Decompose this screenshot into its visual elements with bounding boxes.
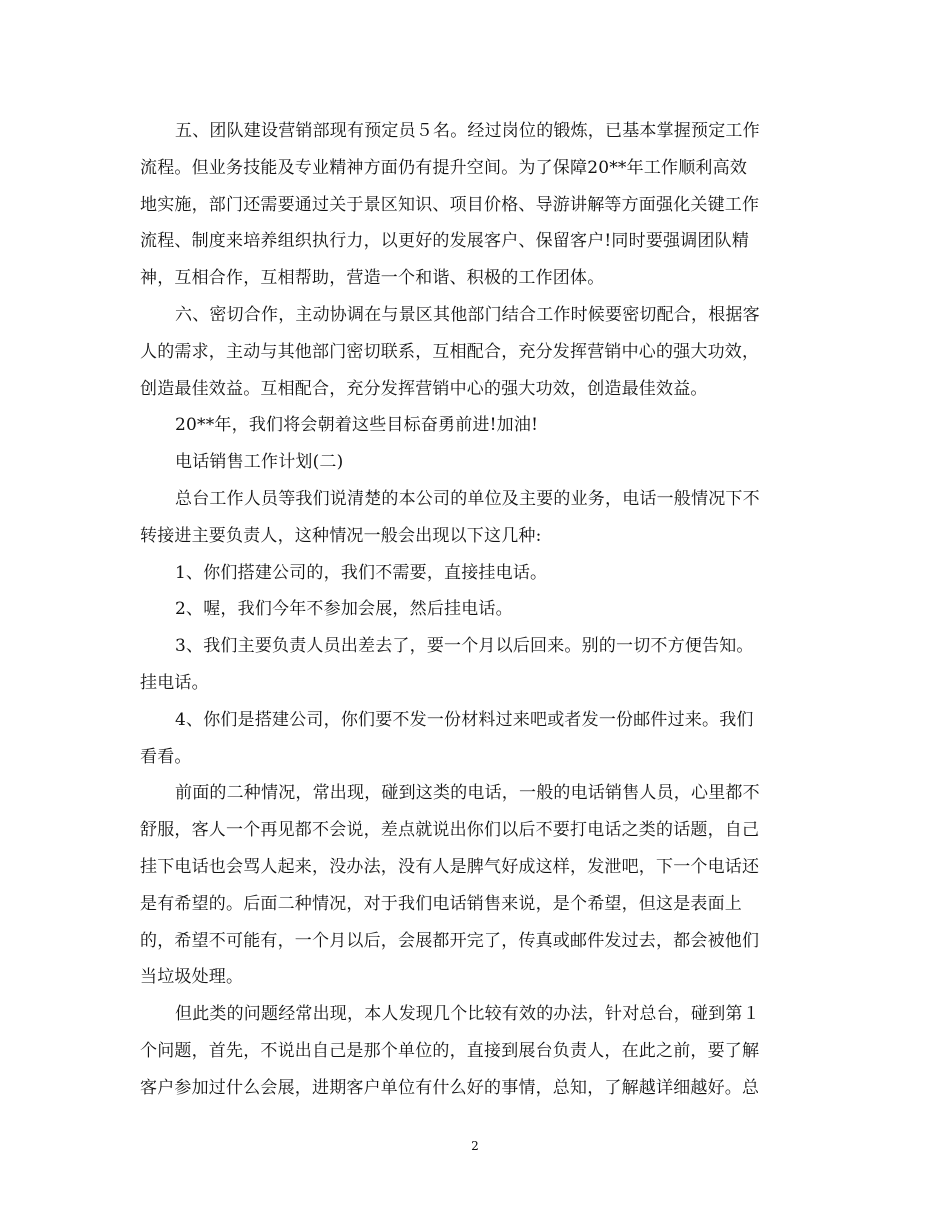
text-line: 创造最佳效益。互相配合，充分发挥营销中心的强大功效，创造最佳效益。	[140, 378, 708, 399]
paragraph	[140, 591, 812, 628]
text-line: 前面的二种情况，常出现，碰到这类的电话，一般的电话销售人员，心里都不	[175, 783, 760, 804]
text-line: 挂下电话也会骂人起来，没办法，没有人是脾气好成这样，发泄吧，下一个电话还	[140, 856, 760, 877]
text-line: 流程、制度来培养组织执行力，以更好的发展客户、保留客户!同时要强调团队精	[140, 231, 750, 252]
text-line: 3、我们主要负责人员出差去了，要一个月以后回来。别的一切不方便告知。	[175, 636, 754, 657]
text-line: 六、密切合作，主动协调在与景区其他部门结合工作时候要密切配合，根据客	[175, 304, 760, 325]
text-line: 个问题，首先，不说出自己是那个单位的，直接到展台负责人，在此之前，要了解	[140, 1040, 760, 1061]
text-line: 人的需求，主动与其他部门密切联系，互相配合，充分发挥营销中心的强大功效，	[140, 341, 760, 362]
text-line: 4、你们是搭建公司，你们要不发一份材料过来吧或者发一份邮件过来。我们	[175, 709, 754, 730]
paragraph	[140, 555, 812, 592]
document-body	[140, 113, 812, 1107]
paragraph	[140, 775, 812, 996]
text-line: 神，互相合作，互相帮助，营造一个和谐、积极的工作团体。	[140, 268, 605, 289]
page-number: 2	[471, 1139, 479, 1153]
text-line: 20**年，我们将会朝着这些目标奋勇前进!加油!	[175, 415, 539, 436]
text-line: 当垃圾处理。	[140, 967, 244, 988]
text-line: 转接进主要负责人，这种情况一般会出现以下这几种:	[140, 525, 542, 546]
paragraph	[140, 628, 812, 702]
paragraph	[140, 407, 812, 444]
paragraph	[140, 297, 812, 407]
text-line: 1、你们搭建公司的，我们不需要，直接挂电话。	[175, 562, 548, 583]
text-line: 挂电话。	[140, 672, 209, 693]
text-line: 2、喔，我们今年不参加会展，然后挂电话。	[175, 599, 513, 620]
text-line: 客户参加过什么会展，进期客户单位有什么好的事情，总知，了解越详细越好。总	[140, 1077, 760, 1098]
text-line: 是有希望的。后面二种情况，对于我们电话销售来说，是个希望，但这是表面上	[140, 893, 742, 914]
paragraph	[140, 996, 812, 1106]
text-line: 看看。	[140, 746, 192, 767]
text-line: 五、团队建设营销部现有预定员５名。经过岗位的锻炼，已基本掌握预定工作	[175, 121, 760, 141]
paragraph	[140, 444, 812, 481]
paragraph	[140, 702, 812, 776]
text-line: 舒服，客人一个再见都不会说，差点就说出你们以后不要打电话之类的话题，自己	[140, 820, 760, 841]
text-line: 但此类的问题经常出现，本人发现几个比较有效的办法，针对总台，碰到第１	[175, 1004, 760, 1025]
paragraph	[140, 113, 812, 297]
text-line: 总台工作人员等我们说清楚的本公司的单位及主要的业务，电话一般情况下不	[175, 488, 760, 509]
paragraph	[140, 481, 812, 555]
text-line: 地实施，部门还需要通过关于景区知识、项目价格、导游讲解等方面强化关键工作	[140, 194, 760, 215]
text-line: 的，希望不可能有，一个月以后，会展都开完了，传真或邮件发过去，都会被他们	[140, 930, 760, 951]
text-line: 电话销售工作计划(二)	[175, 452, 344, 473]
text-line: 流程。但业务技能及专业精神方面仍有提升空间。为了保障20**年工作顺利高效	[140, 157, 748, 178]
